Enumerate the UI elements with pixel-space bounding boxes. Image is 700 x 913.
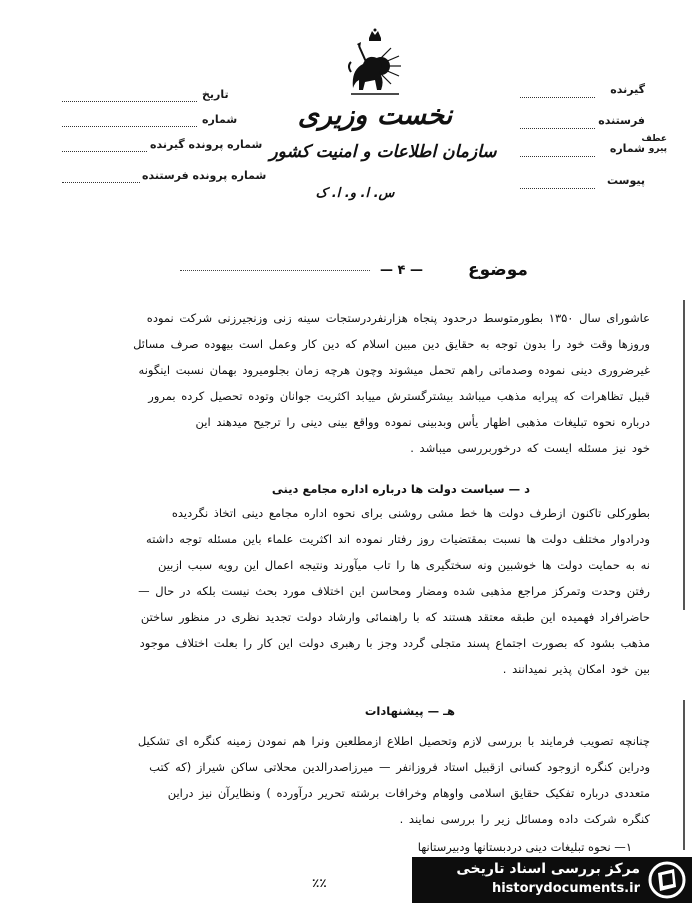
text-line: ودراین کنگره ازوجود کسانی ازقبیل استاد فروزانفر — میرزاصدرالدین محلاتی ساکن شیراز (که کتب [149,760,650,774]
text-line: وروزها وقت خود را بدون توجه به حقایق دین مبین اسلام که دین کار وعمل است بیهوده صرف مسائل [133,337,650,351]
archive-logo-icon [648,861,686,899]
paragraph-1 [60,310,650,456]
sender-file-dotted-line [62,181,140,183]
archive-watermark [412,857,692,903]
section-heading-d: د — سیاست دولت ها درباره اداره مجامع دینی [271,482,530,496]
date-label: تاریخ [202,88,229,101]
page-mark: ٪٪ [312,876,327,890]
subject-label: موضوع [468,260,528,280]
text-line: نه به حمایت دولت ها خوشبین ونه سختگیری ها را تاب میآورند ونتیجه اعمال این رویه سبب ازبین [157,558,650,572]
receiver-label: گیرنده [610,83,645,96]
archive-name: مرکز بررسی اسناد تاریخی [456,861,640,877]
text-line: غیرضروری دینی نموده وصدماتی راهم تحمل میشوند وچون هرچه زمان بجلومیرود بهمان نسبت اینگونه [138,363,650,377]
text-line: رفتن وحدت وتمرکز مراجع مذهبی شده ومضار ومحاسن این اختلاف مورد بحث نیست بلکه در حال — [138,584,650,598]
text-line: قبیل تظاهرات که پیرایه مذهب میباشد بیشترگسترش مییابد اکثریت جوانان وتوده تحصیل کرده بمرور [148,389,650,403]
list-item-1: ۱— نحوه تبلیغات دینی دردبستانها ودبیرستانها [417,840,632,854]
text-line: چنانچه تصویب فرمایند با بررسی لازم وتحصیل اطلاع ازمطلعین ونرا هم نمودن زمینه کنگره ای تشکیل [137,734,650,748]
text-line: حاضرافراد فهمیده این طبقه معتقد هستند که با راهنمائی وارشاد دولت تجدید نظری در منظور ساختن [140,610,650,624]
text-line: کنگره شرکت داده ومسائل زیر را بررسی نمایند . [399,812,650,826]
organization-name: سازمان اطلاعات و امنیت کشور [269,142,497,162]
right-margin-line-lower [683,700,685,850]
number-dotted-line-right [520,155,595,157]
text-line: خود نیز مسئله ایست که درخوربررسی میباشد . [410,441,650,455]
attached-dotted-line [520,187,595,189]
paragraph-3 [60,733,650,827]
text-line: درباره نحوه تبلیغات مذهبی اظهار یأس وبدبینی نموده وواقع بینی دینی را ترجیح میدهند این [195,415,650,429]
document-title: نخست وزیری [297,100,453,131]
lion-and-sun-emblem-icon [345,28,405,100]
subject-dotted-line [180,270,370,271]
sender-file-number-label: شماره پرونده فرستنده [142,169,267,182]
paragraph-2 [60,505,650,677]
receiver-file-number-label: شماره پرونده گیرنده [150,138,263,151]
right-margin-line [683,300,685,610]
receiver-dotted-line [520,96,595,98]
page-number: — ۴ — [380,263,423,278]
sender-dotted-line [520,127,595,129]
number-label-right: شماره [609,142,645,155]
text-line: متعددی درباره تفکیک حقایق اسلامی واوهام وخرافات برشته تحریر درآورده ) ونظایرآن نیز دراین [167,786,650,800]
text-line: بین خود امکان پذیر نمیدانند . [502,662,650,676]
archive-website: historydocuments.ir [491,881,640,896]
number-label-left: شماره [202,113,238,126]
date-dotted-line [62,100,197,102]
text-line: عاشورای سال ۱۳۵۰ بطورمتوسط درحدود پنجاه هزارنفردرستجات سینه زنی وزنجیرزنی شرکت نموده [146,311,650,325]
sender-label: فرستنده [598,114,645,127]
number-dotted-line-left [62,125,197,127]
reference-note: عطف پیرو [641,134,667,154]
text-line: مذهب بشود که بصورت اجتماع پسند متجلی گردد وجز با رهبری دولت این کار را بعلت اختلاف موجود [139,636,650,650]
text-line: بطورکلی تاکنون ازطرف دولت ها خط مشی روشنی برای نحوه اداره مجامع دینی اتخاذ نگردیده [171,506,650,520]
section-heading-h: هـ — پیشنهادات [364,704,455,718]
text-line: ودرادوار مختلف دولت ها نسبت بمقتضیات روز رفتار نموده اند اکثریت علماء باین مسئله توجه داشته [146,532,650,546]
attached-label: پیوست [607,174,645,187]
receiver-file-dotted-line [62,150,147,152]
organization-code: س. ا. و. ا. ک [315,186,395,201]
